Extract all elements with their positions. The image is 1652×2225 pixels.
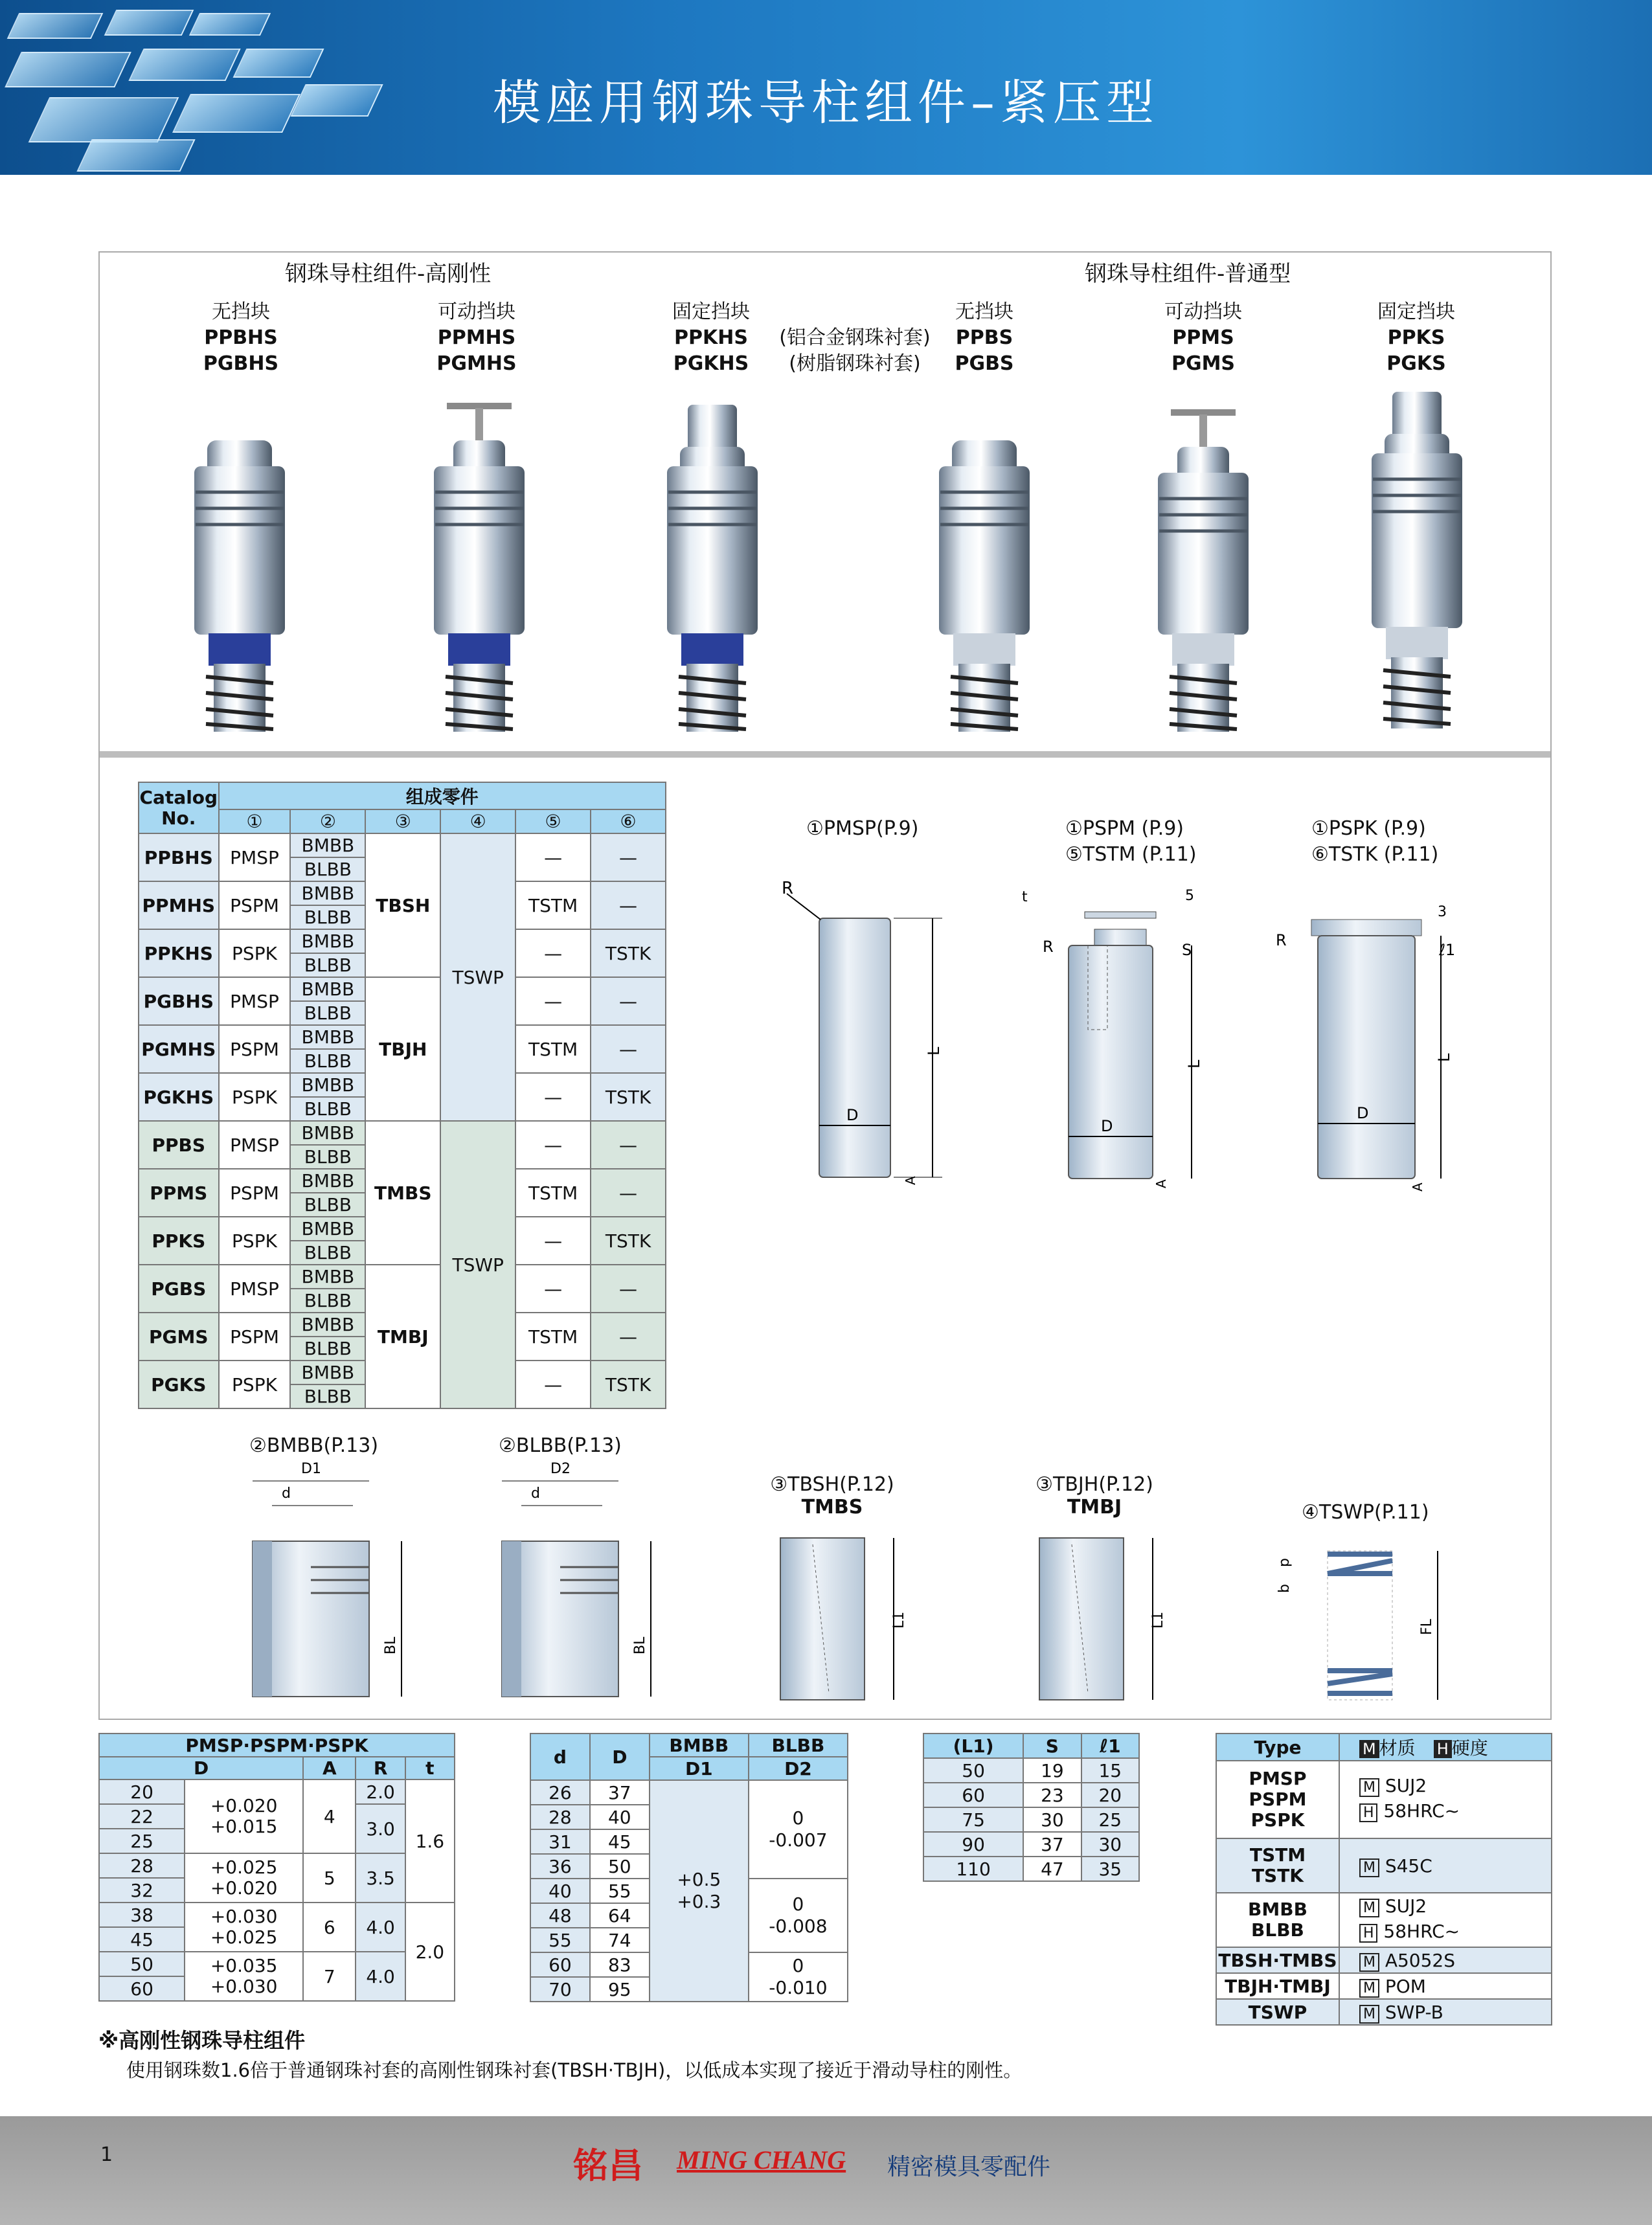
part5-cell: — bbox=[515, 929, 591, 977]
blbb-d-label: d bbox=[531, 1485, 540, 1502]
dim2-cell: 0 -0.008 bbox=[749, 1879, 848, 1952]
product-label: 无挡块 PPBS PGBS bbox=[955, 300, 1014, 375]
dim1-cell: 32 bbox=[99, 1878, 185, 1903]
part1-cell: PSPM bbox=[219, 1169, 291, 1217]
pspm-r-label: R bbox=[1043, 938, 1054, 956]
pmsp-ref: ①PMSP(P.9) bbox=[806, 817, 919, 840]
part3-cell: TBSH bbox=[365, 833, 440, 977]
catalog-cell: PPKS bbox=[139, 1217, 219, 1265]
note-body: 使用钢珠数1.6倍于普通钢珠衬套的高刚性钢珠衬套(TBSH·TBJH)，以低成本实现了接近于滑动导柱的刚性。 bbox=[126, 2059, 1023, 2081]
dim1-header: R bbox=[356, 1757, 405, 1779]
dim3-cell: 25 bbox=[1081, 1807, 1139, 1832]
header-parts: 组成零件 bbox=[219, 782, 666, 809]
col-header: ④ bbox=[440, 809, 515, 833]
pmsp-l-label: L bbox=[925, 1046, 943, 1056]
dim1-header: D bbox=[99, 1757, 303, 1779]
part3-cell: TMBS bbox=[365, 1121, 440, 1265]
material-table bbox=[1216, 1733, 1552, 2026]
bmbb-d1-label: D1 bbox=[301, 1461, 321, 1477]
dim1-cell: 20 bbox=[99, 1779, 185, 1804]
part6-cell: TSTK bbox=[591, 929, 666, 977]
col-header: ⑥ bbox=[591, 809, 666, 833]
dim2-cell: 0 -0.007 bbox=[749, 1780, 848, 1879]
pspm-ref1: ①PSPM (P.9) bbox=[1065, 817, 1184, 840]
dim2-header: D bbox=[590, 1734, 650, 1780]
dim1-title: PMSP·PSPM·PSPK bbox=[99, 1734, 455, 1757]
guide-post-image-ppks bbox=[1359, 389, 1475, 738]
dim2-cell: 60 bbox=[530, 1952, 590, 1977]
part5-cell: — bbox=[515, 833, 591, 881]
pmsp-a-label: A bbox=[903, 1176, 918, 1185]
dim1-cell: 4.0 bbox=[356, 1952, 405, 2001]
pspm-l-label: L bbox=[1185, 1059, 1203, 1068]
bmbb-cell: BMBB bbox=[290, 833, 365, 857]
bmbb-cell: BMBB bbox=[290, 1025, 365, 1049]
dim3-cell: 19 bbox=[1023, 1758, 1081, 1783]
dim2-header: D1 bbox=[650, 1757, 749, 1780]
blbb-cell: BLBB bbox=[290, 1337, 365, 1361]
part5-cell: TSTM bbox=[515, 1169, 591, 1217]
mat-type-cell: BMBB BLBB bbox=[1216, 1893, 1339, 1947]
part1-cell: PSPK bbox=[219, 1361, 291, 1408]
pspm-ref2: ⑤TSTM (P.11) bbox=[1065, 843, 1197, 866]
dim3-cell: 20 bbox=[1081, 1783, 1139, 1807]
col-header: ⑤ bbox=[515, 809, 591, 833]
dim1-cell: 38 bbox=[99, 1903, 185, 1927]
blbb-cell: BLBB bbox=[290, 1289, 365, 1313]
blbb-cell: BLBB bbox=[290, 1049, 365, 1073]
blbb-cell: BLBB bbox=[290, 953, 365, 977]
dim1-cell: 25 bbox=[99, 1829, 185, 1853]
product-label: 可动挡块 PPMS PGMS bbox=[1164, 300, 1242, 375]
page-title: 模座用钢珠导柱组件–紧压型 bbox=[493, 75, 1159, 131]
part1-cell: PSPM bbox=[219, 1313, 291, 1361]
blbb-cell: BLBB bbox=[290, 1193, 365, 1217]
part5-cell: TSTM bbox=[515, 1025, 591, 1073]
dim2-cell: 45 bbox=[590, 1829, 650, 1854]
part5-cell: — bbox=[515, 1265, 591, 1313]
blbb-d2-label: D2 bbox=[550, 1461, 571, 1477]
dim3-cell: 30 bbox=[1023, 1807, 1081, 1832]
pmsp-diagram bbox=[774, 881, 968, 1230]
dim3-cell: 47 bbox=[1023, 1857, 1081, 1881]
col-header: ① bbox=[219, 809, 291, 833]
mat-type-cell: TBSH·TMBS bbox=[1216, 1947, 1339, 1973]
dim2-cell: 26 bbox=[530, 1780, 590, 1805]
dim1-cell: 45 bbox=[99, 1927, 185, 1952]
dim1-cell: 3.5 bbox=[356, 1853, 405, 1903]
mat-header-props: M 材质 H 硬度 bbox=[1339, 1734, 1552, 1761]
tbjh-diagram bbox=[1033, 1531, 1175, 1706]
pspm-s-label: S bbox=[1182, 941, 1192, 959]
part5-cell: — bbox=[515, 1217, 591, 1265]
part6-cell: — bbox=[591, 1169, 666, 1217]
part4-cell: TSWP bbox=[440, 833, 515, 1121]
guide-post-image-ppkhs bbox=[654, 401, 771, 738]
dim2-cell: 37 bbox=[590, 1780, 650, 1805]
dim-table-bush bbox=[530, 1733, 848, 2002]
components-table bbox=[138, 782, 666, 1409]
pspk-l-label: L bbox=[1435, 1053, 1453, 1062]
pspk-l1-label: ℓ1 bbox=[1439, 941, 1456, 959]
bmbb-cell: BMBB bbox=[290, 1265, 365, 1289]
part3-cell: TBJH bbox=[365, 977, 440, 1121]
part6-cell: — bbox=[591, 977, 666, 1025]
col-header: ③ bbox=[365, 809, 440, 833]
pspm-t-label: t bbox=[1022, 889, 1028, 905]
part1-cell: PSPK bbox=[219, 929, 291, 977]
bmbb-ref: ②BMBB(P.13) bbox=[249, 1434, 379, 1457]
dim2-header: BLBB bbox=[749, 1734, 848, 1757]
tswp-fl-label: FL bbox=[1419, 1619, 1435, 1635]
bmbb-cell: BMBB bbox=[290, 1169, 365, 1193]
mat-props-cell: M SWP-B bbox=[1339, 1999, 1552, 2025]
mat-props-cell: M SUJ2 H 58HRC~ bbox=[1339, 1761, 1552, 1838]
blbb-cell: BLBB bbox=[290, 1097, 365, 1121]
catalog-cell: PGKHS bbox=[139, 1073, 219, 1121]
pspm-5-label: 5 bbox=[1185, 888, 1194, 904]
dim2-cell: 55 bbox=[530, 1928, 590, 1952]
dim1-cell: 60 bbox=[99, 1976, 185, 2001]
part1-cell: PSPK bbox=[219, 1217, 291, 1265]
dim2-cell: 0 -0.010 bbox=[749, 1952, 848, 2002]
pspk-3-label: 3 bbox=[1438, 904, 1447, 920]
pmsp-d-label: D bbox=[846, 1106, 859, 1124]
part1-cell: PSPM bbox=[219, 1025, 291, 1073]
dim2-cell: 36 bbox=[530, 1854, 590, 1879]
tbsh-diagram bbox=[774, 1531, 916, 1706]
part5-cell: TSTM bbox=[515, 1313, 591, 1361]
dim3-cell: 90 bbox=[923, 1832, 1023, 1857]
pspk-r-label: R bbox=[1276, 931, 1287, 949]
brand-en: MING CHANG bbox=[677, 2145, 846, 2174]
dim2-cell: 95 bbox=[590, 1977, 650, 2002]
dim2-cell: 31 bbox=[530, 1829, 590, 1854]
dim3-cell: 110 bbox=[923, 1857, 1023, 1881]
part6-cell: — bbox=[591, 1265, 666, 1313]
catalog-cell: PPBHS bbox=[139, 833, 219, 881]
dim1-cell: 4 bbox=[303, 1779, 356, 1853]
mat-type-cell: TBJH·TMBJ bbox=[1216, 1973, 1339, 1999]
mat-header-type: Type bbox=[1216, 1734, 1339, 1761]
catalog-cell: PGBS bbox=[139, 1265, 219, 1313]
tbjh-l1-label: L1 bbox=[1150, 1611, 1166, 1629]
catalog-cell: PGMHS bbox=[139, 1025, 219, 1073]
product-label: 固定挡块 PPKHS PGKHS bbox=[672, 300, 750, 375]
section-divider bbox=[100, 751, 1550, 758]
catalog-cell: PPBS bbox=[139, 1121, 219, 1169]
catalog-cell: PPKHS bbox=[139, 929, 219, 977]
dim1-cell: +0.025 +0.020 bbox=[185, 1853, 303, 1903]
pspm-a-label: A bbox=[1153, 1179, 1169, 1188]
guide-post-image-ppbs bbox=[926, 434, 1043, 738]
tbjh-ref: ③TBJH(P.12) TMBJ bbox=[1035, 1473, 1153, 1519]
part1-cell: PSPM bbox=[219, 881, 291, 929]
catalog-cell: PGKS bbox=[139, 1361, 219, 1408]
dim1-cell: +0.020 +0.015 bbox=[185, 1779, 303, 1853]
dim1-cell: +0.030 +0.025 bbox=[185, 1903, 303, 1952]
blbb-cell: BLBB bbox=[290, 857, 365, 881]
group-high-title: 钢珠导柱组件-高刚性 bbox=[285, 261, 492, 287]
dim-table-bush-length bbox=[923, 1733, 1140, 1882]
note-title: ※高刚性钢珠导柱组件 bbox=[98, 2028, 306, 2053]
dim3-cell: 23 bbox=[1023, 1783, 1081, 1807]
dim2-cell: 28 bbox=[530, 1805, 590, 1829]
bmbb-cell: BMBB bbox=[290, 977, 365, 1001]
part4-cell: TSWP bbox=[440, 1121, 515, 1408]
pspm-diagram bbox=[1010, 881, 1217, 1230]
dim2-cell: 64 bbox=[590, 1903, 650, 1928]
mat-props-cell: M POM bbox=[1339, 1973, 1552, 1999]
mat-type-cell: PMSP PSPM PSPK bbox=[1216, 1761, 1339, 1838]
dim3-cell: 30 bbox=[1081, 1832, 1139, 1857]
part6-cell: — bbox=[591, 1313, 666, 1361]
dim2-cell: 55 bbox=[590, 1879, 650, 1903]
dim1-cell: 50 bbox=[99, 1952, 185, 1976]
page-number: 1 bbox=[100, 2143, 113, 2166]
part1-cell: PMSP bbox=[219, 1265, 291, 1313]
dim3-header: ℓ1 bbox=[1081, 1734, 1139, 1758]
dim1-cell: 4.0 bbox=[356, 1903, 405, 1952]
dim1-cell: +0.035 +0.030 bbox=[185, 1952, 303, 2001]
part3-cell: TMBJ bbox=[365, 1265, 440, 1408]
dim1-header: A bbox=[303, 1757, 356, 1779]
part5-cell: — bbox=[515, 1073, 591, 1121]
guide-post-image-ppmhs bbox=[421, 395, 537, 738]
dim2-header: BMBB bbox=[650, 1734, 749, 1757]
tbsh-ref: ③TBSH(P.12) TMBS bbox=[770, 1473, 894, 1519]
pspk-a-label: A bbox=[1410, 1182, 1425, 1192]
blbb-cell: BLBB bbox=[290, 1241, 365, 1265]
dim3-cell: 60 bbox=[923, 1783, 1023, 1807]
dim2-cell: 74 bbox=[590, 1928, 650, 1952]
bmbb-cell: BMBB bbox=[290, 1121, 365, 1145]
dim3-header: S bbox=[1023, 1734, 1081, 1758]
part6-cell: TSTK bbox=[591, 1073, 666, 1121]
part5-cell: — bbox=[515, 1121, 591, 1169]
part1-cell: PMSP bbox=[219, 833, 291, 881]
part6-cell: — bbox=[591, 881, 666, 929]
pmsp-r-label: R bbox=[782, 881, 794, 898]
dim2-header: D2 bbox=[749, 1757, 848, 1780]
guide-post-image-ppms bbox=[1145, 401, 1262, 738]
dim1-cell: 6 bbox=[303, 1903, 356, 1952]
slogan: 精密模具零配件 bbox=[887, 2154, 1051, 2180]
bmbb-cell: BMBB bbox=[290, 1073, 365, 1097]
pspk-ref2: ⑥TSTK (P.11) bbox=[1311, 843, 1439, 866]
tswp-ref: ④TSWP(P.11) bbox=[1302, 1501, 1429, 1524]
blbb-bl-label: BL bbox=[632, 1636, 648, 1655]
blbb-ref: ②BLBB(P.13) bbox=[499, 1434, 622, 1457]
product-label: 无挡块 PPBHS PGBHS bbox=[203, 300, 279, 375]
blbb-cell: BLBB bbox=[290, 1145, 365, 1169]
dim2-cell: 40 bbox=[590, 1805, 650, 1829]
bmbb-cell: BMBB bbox=[290, 1217, 365, 1241]
guide-post-image-ppbhs bbox=[181, 427, 298, 738]
blbb-diagram bbox=[482, 1460, 690, 1706]
blbb-cell: BLBB bbox=[290, 1001, 365, 1025]
dim1-cell: 7 bbox=[303, 1952, 356, 2001]
part6-cell: — bbox=[591, 1025, 666, 1073]
tswp-p-label: p bbox=[1276, 1558, 1293, 1567]
catalog-cell: PPMS bbox=[139, 1169, 219, 1217]
mat-props-cell: M A5052S bbox=[1339, 1947, 1552, 1973]
mat-props-cell: M SUJ2 H 58HRC~ bbox=[1339, 1893, 1552, 1947]
catalog-cell: PGMS bbox=[139, 1313, 219, 1361]
header-catalog: Catalog bbox=[139, 786, 218, 808]
part1-cell: PSPK bbox=[219, 1073, 291, 1121]
dim1-cell: 5 bbox=[303, 1853, 356, 1903]
dim3-cell: 75 bbox=[923, 1807, 1023, 1832]
dim2-header: d bbox=[530, 1734, 590, 1780]
dim-table-post bbox=[98, 1733, 455, 2002]
part6-cell: — bbox=[591, 1121, 666, 1169]
group-normal-title: 钢珠导柱组件-普通型 bbox=[1085, 261, 1291, 287]
dim1-header: t bbox=[405, 1757, 455, 1779]
bmbb-cell: BMBB bbox=[290, 929, 365, 953]
dim1-cell: 22 bbox=[99, 1804, 185, 1829]
dim3-cell: 15 bbox=[1081, 1758, 1139, 1783]
tswp-diagram bbox=[1269, 1544, 1451, 1706]
dim2-cell: 50 bbox=[590, 1854, 650, 1879]
part5-cell: — bbox=[515, 1361, 591, 1408]
brand-cn: 铭昌 bbox=[573, 2145, 643, 2186]
part1-cell: PMSP bbox=[219, 977, 291, 1025]
col-header: ② bbox=[290, 809, 365, 833]
mat-props-cell: M S45C bbox=[1339, 1838, 1552, 1893]
bmbb-cell: BMBB bbox=[290, 1313, 365, 1337]
blbb-cell: BLBB bbox=[290, 1384, 365, 1408]
dim2-cell: 48 bbox=[530, 1903, 590, 1928]
pspk-d-label: D bbox=[1357, 1104, 1369, 1122]
bmbb-d-label: d bbox=[282, 1485, 291, 1502]
dim2-cell: +0.5 +0.3 bbox=[650, 1780, 749, 2002]
dim2-cell: 70 bbox=[530, 1977, 590, 2002]
pspk-ref1: ①PSPK (P.9) bbox=[1311, 817, 1426, 840]
dim2-cell: 83 bbox=[590, 1952, 650, 1977]
catalog-cell: PPMHS bbox=[139, 881, 219, 929]
bmbb-cell: BMBB bbox=[290, 1361, 365, 1384]
bmbb-bl-label: BL bbox=[383, 1636, 399, 1655]
blbb-cell: BLBB bbox=[290, 905, 365, 929]
pspm-d-label: D bbox=[1101, 1117, 1113, 1135]
dim3-cell: 35 bbox=[1081, 1857, 1139, 1881]
tbsh-l1-label: L1 bbox=[891, 1611, 907, 1629]
dim2-cell: 40 bbox=[530, 1879, 590, 1903]
dim3-cell: 37 bbox=[1023, 1832, 1081, 1857]
part5-cell: — bbox=[515, 977, 591, 1025]
dim1-cell: 1.6 bbox=[405, 1779, 455, 1903]
pspk-diagram bbox=[1269, 894, 1477, 1230]
tswp-b-label: b bbox=[1276, 1584, 1293, 1593]
part1-cell: PMSP bbox=[219, 1121, 291, 1169]
dim3-header: (L1) bbox=[923, 1734, 1023, 1758]
bmbb-diagram bbox=[233, 1460, 440, 1706]
dim1-cell: 28 bbox=[99, 1853, 185, 1878]
dim1-cell: 3.0 bbox=[356, 1804, 405, 1853]
catalog-cell: PGBHS bbox=[139, 977, 219, 1025]
part6-cell: TSTK bbox=[591, 1217, 666, 1265]
product-label: 可动挡块 PPMHS PGMHS bbox=[436, 300, 517, 375]
product-label: 固定挡块 PPKS PGKS bbox=[1377, 300, 1455, 375]
mat-type-cell: TSTM TSTK bbox=[1216, 1838, 1339, 1893]
part6-cell: TSTK bbox=[591, 1361, 666, 1408]
header-no: No. bbox=[161, 807, 196, 829]
bush-note: (铝合金钢珠衬套) (树脂钢珠衬套) bbox=[779, 326, 931, 375]
part5-cell: TSTM bbox=[515, 881, 591, 929]
bmbb-cell: BMBB bbox=[290, 881, 365, 905]
part6-cell: — bbox=[591, 833, 666, 881]
mat-type-cell: TSWP bbox=[1216, 1999, 1339, 2025]
dim1-cell: 2.0 bbox=[356, 1779, 405, 1804]
dim1-cell: 2.0 bbox=[405, 1903, 455, 2001]
dim3-cell: 50 bbox=[923, 1758, 1023, 1783]
